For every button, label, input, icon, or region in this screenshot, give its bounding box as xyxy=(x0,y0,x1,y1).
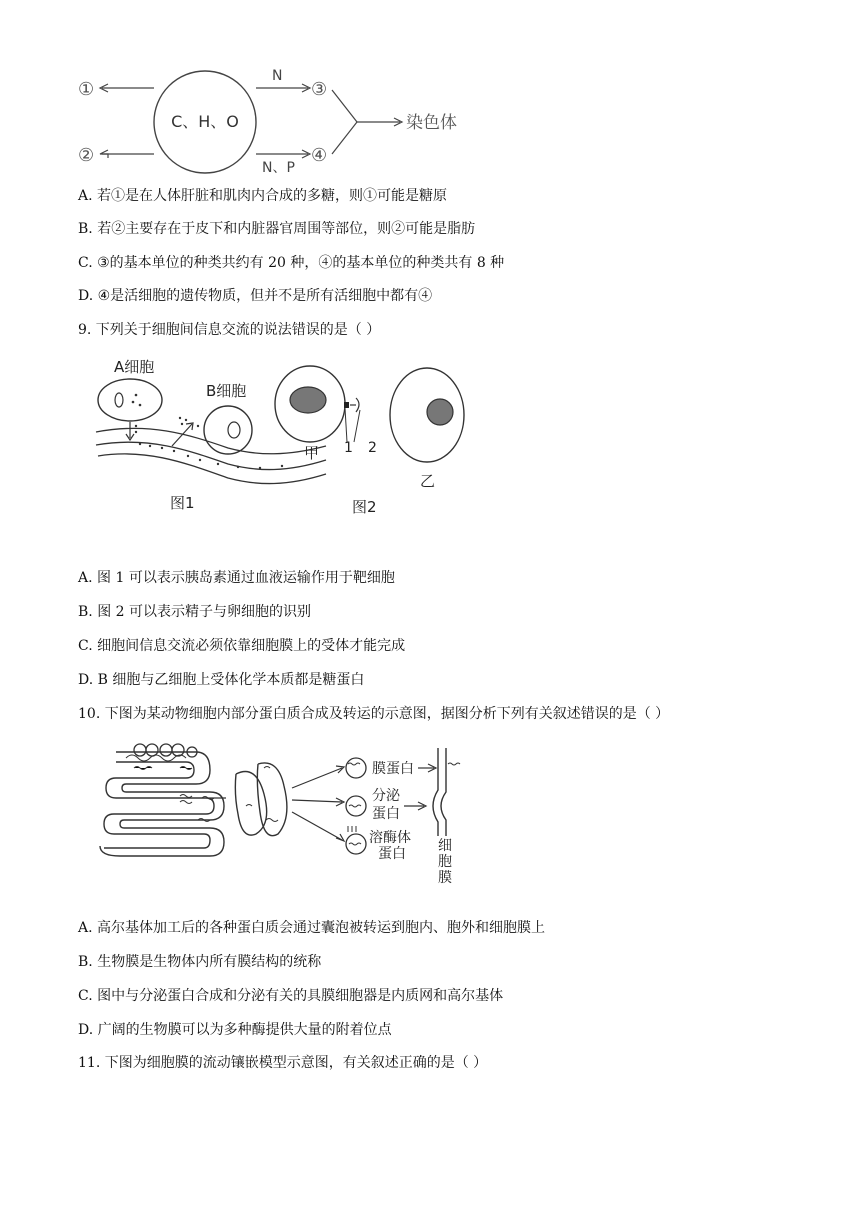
fig2-yi-label: 乙 xyxy=(420,472,436,490)
q9-option-a: A. 图 1 可以表示胰岛素通过血液运输作用于靶细胞 xyxy=(78,570,395,586)
node-3: ③ xyxy=(311,79,328,100)
q10-diagram xyxy=(86,740,476,886)
q10-stem: 10. 下图为某动物细胞内部分蛋白质合成及转运的示意图，据图分析下列有关叙述错误的是（ ） xyxy=(78,706,670,722)
q10-option-a: A. 高尔基体加工后的各种蛋白质会通过囊泡被转运到胞内、胞外和细胞膜上 xyxy=(78,920,546,936)
q11-stem: 11. 下图为细胞膜的流动镶嵌模型示意图，有关叙述正确的是（ ） xyxy=(78,1055,488,1071)
label-n: N xyxy=(272,68,283,84)
q9-option-c: C. 细胞间信息交流必须依靠细胞膜上的受体才能完成 xyxy=(78,638,406,654)
fig1-cell-a-label: A细胞 xyxy=(114,358,155,376)
secreted-protein-label-2: 蛋白 xyxy=(372,806,400,822)
fig1-caption: 图1 xyxy=(170,494,195,512)
q9-option-d: D. B 细胞与乙细胞上受体化学本质都是糖蛋白 xyxy=(78,672,365,688)
q8-option-d: D. ④是活细胞的遗传物质，但并不是所有活细胞中都有④ xyxy=(78,288,433,304)
fig2-label-2: 2 xyxy=(368,440,377,456)
q10-option-b: B. 生物膜是生物体内所有膜结构的统称 xyxy=(78,954,322,970)
lysosome-protein-label-1: 溶酶体 xyxy=(369,830,411,846)
node-2: ② xyxy=(78,145,95,166)
q8-option-b: B. 若②主要存在于皮下和内脏器官周围等部位，则②可能是脂肪 xyxy=(78,221,476,237)
secreted-protein-label-1: 分泌 xyxy=(372,788,400,804)
center-elements: C、H、O xyxy=(171,112,239,131)
chromosome-label: 染色体 xyxy=(406,113,457,133)
node-1: ① xyxy=(78,79,95,100)
node-4: ④ xyxy=(311,145,328,166)
q9-stem: 9. 下列关于细胞间信息交流的说法错误的是（ ） xyxy=(78,322,381,338)
lysosome-protein-label-2: 蛋白 xyxy=(378,846,406,862)
q8-option-c: C. ③的基本单位的种类共约有 20 种，④的基本单位的种类共有 8 种 xyxy=(78,255,505,271)
fig1-cell-b-label: B细胞 xyxy=(206,382,247,400)
cell-membrane-label-1: 细 xyxy=(438,838,452,854)
label-np: N、P xyxy=(262,160,295,176)
q10-option-d: D. 广阔的生物膜可以为多种酶提供大量的附着位点 xyxy=(78,1022,392,1038)
q8-diagram xyxy=(70,60,480,180)
cell-membrane-label-3: 膜 xyxy=(438,870,452,886)
q9-diagram xyxy=(88,352,478,524)
fig2-caption: 图2 xyxy=(352,498,377,516)
cell-membrane-label-2: 胞 xyxy=(438,854,452,870)
fig2-label-1: 1 xyxy=(344,440,353,456)
q9-option-b: B. 图 2 可以表示精子与卵细胞的识别 xyxy=(78,604,311,620)
membrane-protein-label: 膜蛋白 xyxy=(372,761,414,777)
q10-option-c: C. 图中与分泌蛋白合成和分泌有关的具膜细胞器是内质网和高尔基体 xyxy=(78,988,504,1004)
fig2-jia-label: 甲 xyxy=(304,444,320,462)
q8-option-a: A. 若①是在人体肝脏和肌肉内合成的多糖，则①可能是糖原 xyxy=(78,188,448,204)
